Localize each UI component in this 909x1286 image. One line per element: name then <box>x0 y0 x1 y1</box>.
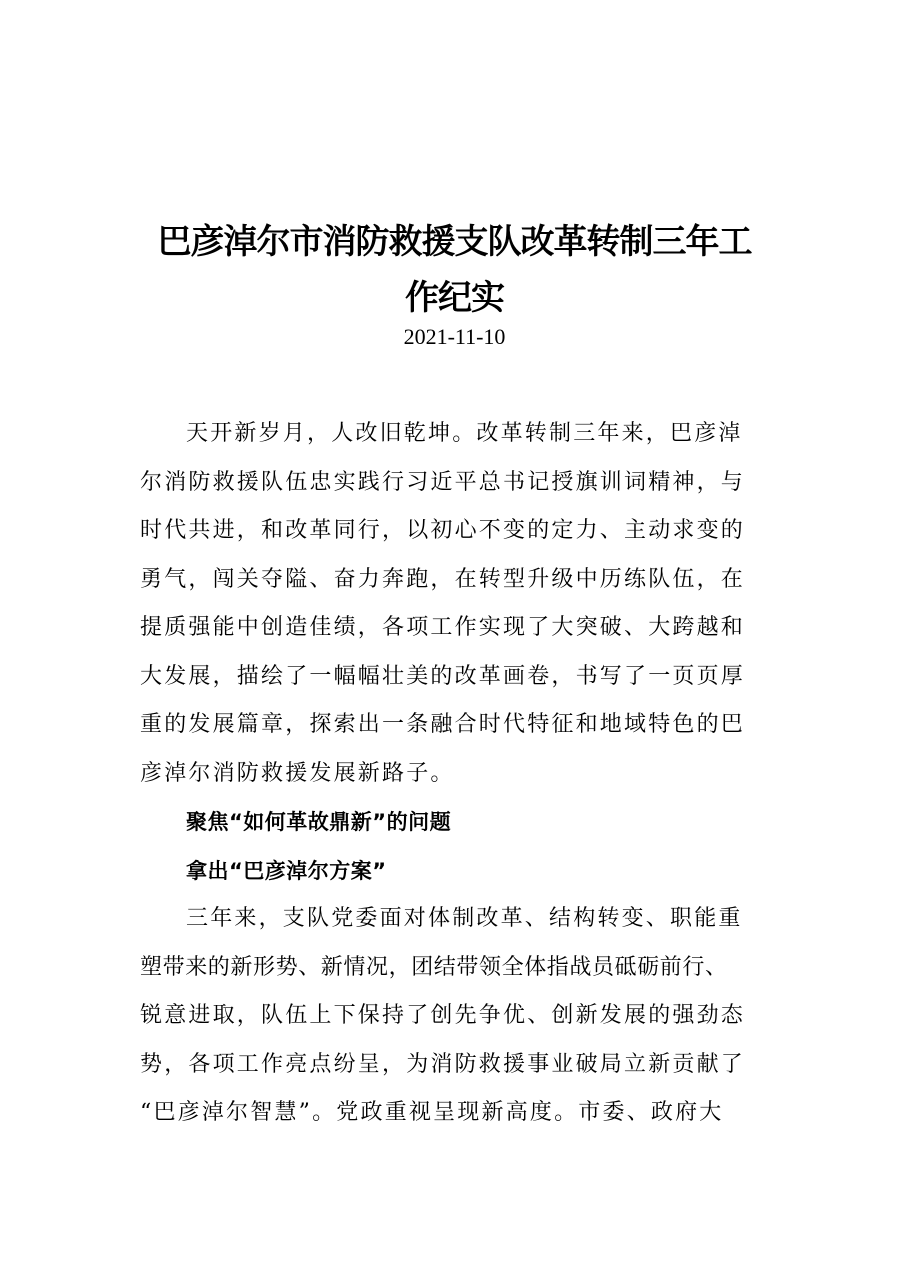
intro-paragraph <box>140 410 760 798</box>
text-line: 提质强能中创造佳绩，各项工作实现了大突破、大跨越和 <box>140 615 746 640</box>
article-body <box>140 410 760 1138</box>
text-line: 锐意进取，队伍上下保持了创先争优、创新发展的强劲态 <box>140 1003 746 1028</box>
text-line: 三年来，支队党委面对体制改革、结构转变、职能重 <box>186 906 743 931</box>
text-line: 大发展，描绘了一幅幅壮美的改革画卷，书写了一页页厚 <box>140 663 746 689</box>
text-line: 势，各项工作亮点纷呈，为消防救援事业破局立新贡献了 <box>140 1051 746 1077</box>
text-line: 塑带来的新形势、新情况，团结带领全体指战员砥砺前行、 <box>140 954 728 980</box>
section-subheading: 拿出“巴彦淖尔方案” <box>186 858 387 883</box>
section-heading: 聚焦“如何革故鼎新”的问题 <box>186 810 452 834</box>
title-line: 作纪实 <box>405 278 504 318</box>
text-line: 天开新岁月，人改旧乾坤。改革转制三年来，巴彦淖 <box>186 421 743 446</box>
text-line: 时代共进，和改革同行，以初心不变的定力、主动求变的 <box>140 518 746 543</box>
text-line: 彦淖尔消防救援发展新路子。 <box>140 760 455 786</box>
document-title <box>130 214 779 326</box>
text-line: 勇气，闯关夺隘、奋力奔跑，在转型升级中历练队伍，在 <box>140 566 746 592</box>
text-line: 尔消防救援队伍忠实践行习近平总书记授旗训词精神，与 <box>140 469 746 495</box>
text-line: 重的发展篇章，探索出一条融合时代特征和地域特色的巴 <box>140 712 746 737</box>
publish-date: 2021-11-10 <box>403 324 506 349</box>
title-line: 巴彦淖尔市消防救援支队改革转制三年工 <box>157 222 752 262</box>
text-line: “巴彦淖尔智慧”。党政重视呈现新高度。市委、政府大 <box>140 1100 724 1125</box>
section-paragraph <box>140 895 760 1138</box>
